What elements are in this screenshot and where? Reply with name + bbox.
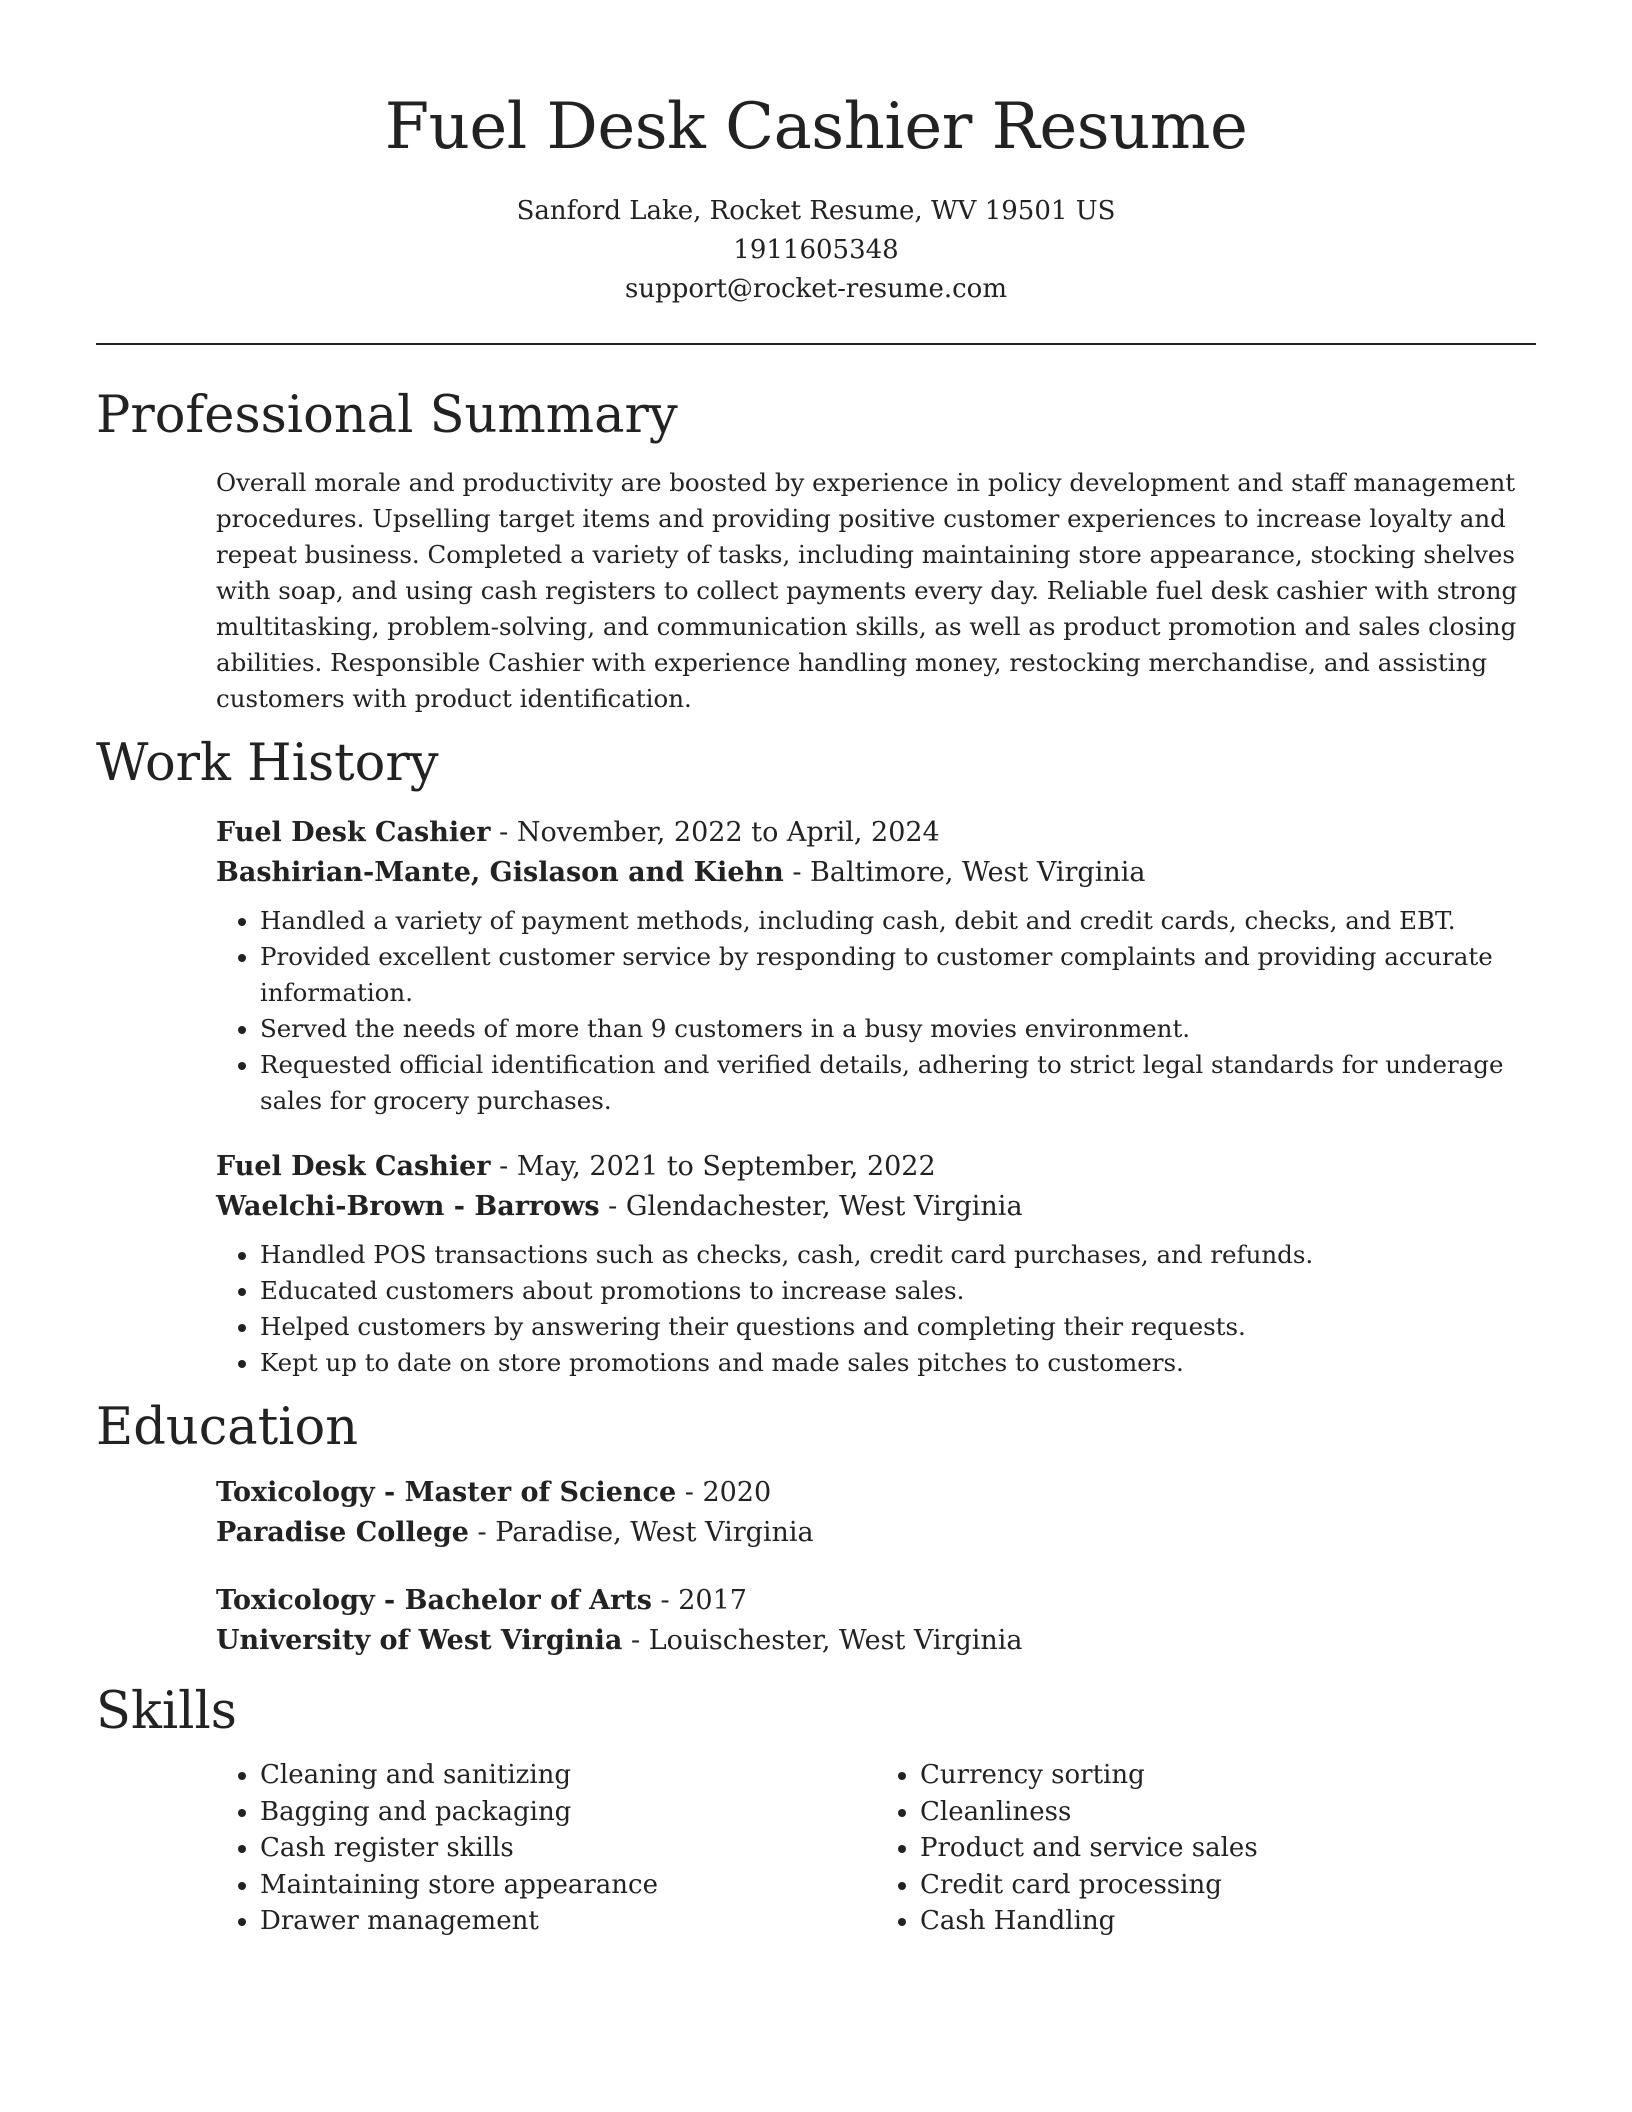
school-line	[216, 1621, 1536, 1661]
school-name: University of West Virginia	[216, 1625, 623, 1656]
degree: Toxicology - Master of Science	[216, 1477, 677, 1508]
skill-item: • Product and service sales	[920, 1830, 1536, 1867]
work-history-heading: Work History	[96, 734, 439, 793]
contact-phone: 1911605348	[733, 235, 899, 265]
resume-title: Fuel Desk Cashier Resume	[384, 90, 1248, 164]
job-title: Fuel Desk Cashier	[216, 1151, 491, 1182]
education-entry	[216, 1581, 1536, 1661]
skill-item: • Bagging and packaging	[260, 1794, 876, 1831]
job-duties-list	[216, 1237, 1536, 1381]
degree-year: - 2017	[651, 1585, 747, 1616]
contact-block	[96, 192, 1536, 309]
contact-email: support@rocket-resume.com	[624, 274, 1007, 304]
job-location: - Glendachester, West Virginia	[599, 1191, 1023, 1222]
summary-heading: Professional Summary	[96, 386, 678, 445]
job-company-line	[216, 853, 1536, 893]
job-company: Bashirian-Mante, Gislason and Kiehn	[216, 857, 784, 888]
skill-item: • Cleanliness	[920, 1794, 1536, 1831]
school-line	[216, 1513, 1536, 1553]
header-divider	[96, 343, 1536, 345]
list-item: • Requested official identification and verified details, adhering to strict legal standards for underage sales for grocery purchases.	[260, 1047, 1536, 1119]
school-name: Paradise College	[216, 1517, 469, 1548]
education-heading: Education	[96, 1398, 359, 1457]
skill-item: • Credit card processing	[920, 1867, 1536, 1904]
list-item: • Helped customers by answering their questions and completing their requests.	[260, 1309, 1536, 1345]
list-item: • Served the needs of more than 9 customers in a busy movies environment.	[260, 1011, 1536, 1047]
degree: Toxicology - Bachelor of Arts	[216, 1585, 652, 1616]
list-item: • Provided excellent customer service by responding to customer complaints and providing accurate information.	[260, 939, 1536, 1011]
job-entry	[216, 1147, 1536, 1381]
list-item: • Educated customers about promotions to increase sales.	[260, 1273, 1536, 1309]
job-title: Fuel Desk Cashier	[216, 817, 491, 848]
list-item: • Handled a variety of payment methods, including cash, debit and credit cards, checks, and EBT.	[260, 903, 1536, 939]
summary-text: Overall morale and productivity are boosted by experience in policy development and staff management procedures. Upselling target items and providing positive customer experiences to increase loyalty and repeat business. Completed a variety of tasks, including maintaining store appearance, stocking shelves with soap, and using cash registers to collect payments every day. Reliable fuel desk cashier with strong multitasking, problem-solving, and communication skills, as well as product promotion and sales closing abilities. Responsible Cashier with experience handling money, restocking merchandise, and assisting customers with product identification.	[216, 468, 1518, 713]
job-dates: - May, 2021 to September, 2022	[490, 1151, 936, 1182]
skill-item: • Cash Handling	[920, 1903, 1536, 1940]
job-location: - Baltimore, West Virginia	[783, 857, 1146, 888]
education-entry	[216, 1473, 1536, 1553]
job-entry	[216, 813, 1536, 1119]
job-title-line	[216, 813, 1536, 853]
skill-item: • Maintaining store appearance	[260, 1867, 876, 1904]
degree-line	[216, 1581, 1536, 1621]
skills-heading: Skills	[96, 1682, 237, 1741]
skill-item: • Cleaning and sanitizing	[260, 1757, 876, 1794]
job-title-line	[216, 1147, 1536, 1187]
skill-item: • Cash register skills	[260, 1830, 876, 1867]
school-location: - Paradise, West Virginia	[468, 1517, 814, 1548]
list-item: • Handled POS transactions such as checks, cash, credit card purchases, and refunds.	[260, 1237, 1536, 1273]
skill-item: • Currency sorting	[920, 1757, 1536, 1794]
job-company: Waelchi-Brown - Barrows	[216, 1191, 600, 1222]
skills-list-right	[876, 1757, 1536, 1940]
skills-list-left	[216, 1757, 876, 1940]
skills-columns	[216, 1757, 1536, 1940]
skill-item: • Drawer management	[260, 1903, 876, 1940]
list-item: • Kept up to date on store promotions and made sales pitches to customers.	[260, 1345, 1536, 1381]
degree-line	[216, 1473, 1536, 1513]
degree-year: - 2020	[676, 1477, 772, 1508]
job-dates: - November, 2022 to April, 2024	[490, 817, 940, 848]
job-duties-list	[216, 903, 1536, 1119]
contact-address: Sanford Lake, Rocket Resume, WV 19501 US	[516, 196, 1116, 226]
school-location: - Louischester, West Virginia	[622, 1625, 1023, 1656]
job-company-line	[216, 1187, 1536, 1227]
